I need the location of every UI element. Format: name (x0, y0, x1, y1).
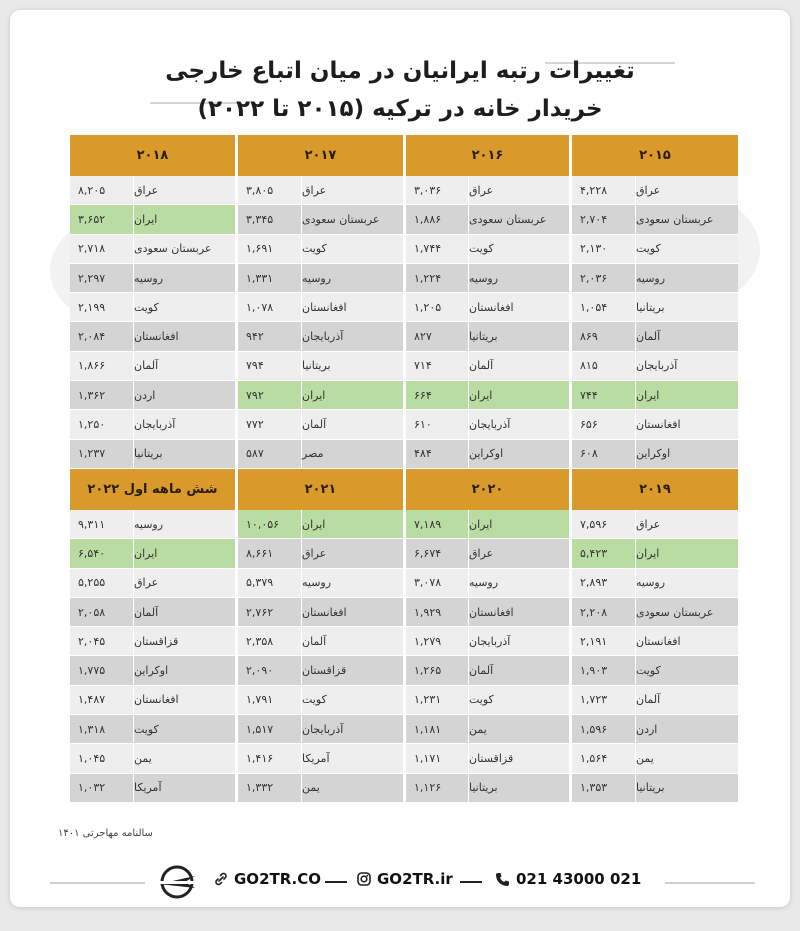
year-column (70, 176, 238, 469)
country-cell: آذربایجان (468, 410, 569, 438)
table-row (70, 176, 235, 205)
table-row (572, 569, 738, 598)
country-cell: عراق (133, 176, 235, 204)
country-cell: افغانستان (635, 627, 738, 655)
value-cell: ۷۷۲ (238, 410, 301, 438)
data-columns (70, 176, 738, 469)
table-row (406, 715, 569, 744)
table-row (572, 656, 738, 685)
value-cell: ۱,۲۲۴ (406, 264, 468, 292)
year-header: ۲۰۱۹ (572, 469, 738, 510)
value-cell: ۳,۰۷۸ (406, 569, 468, 597)
country-cell: عراق (468, 539, 569, 567)
country-cell: کویت (635, 235, 738, 263)
table-row (406, 539, 569, 568)
page-title (10, 52, 790, 128)
value-cell: ۱,۰۳۲ (70, 774, 133, 802)
country-cell: روسیه (468, 569, 569, 597)
table-row (70, 510, 235, 539)
table-row (572, 322, 738, 351)
table-row (406, 293, 569, 322)
value-cell: ۲,۷۱۸ (70, 235, 133, 263)
value-cell: ۷,۱۸۹ (406, 510, 468, 538)
table-row (70, 627, 235, 656)
phone-icon (495, 872, 510, 887)
table-row (70, 264, 235, 293)
source-note: سالنامه مهاجرتی ۱۴۰۱ (58, 828, 153, 839)
rankings-grid (70, 135, 738, 803)
country-cell: قزاقستان (301, 656, 403, 684)
country-cell: روسیه (133, 510, 235, 538)
year-block (70, 469, 738, 803)
country-cell: افغانستان (301, 598, 403, 626)
year-header: ۲۰۲۱ (238, 469, 406, 510)
country-cell: عربستان سعودی (301, 205, 403, 233)
table-row (238, 774, 403, 803)
country-cell: قزاقستان (133, 627, 235, 655)
value-cell: ۸۲۷ (406, 322, 468, 350)
table-row (238, 598, 403, 627)
country-cell: آلمان (468, 352, 569, 380)
country-cell: عربستان سعودی (133, 235, 235, 263)
country-cell: کویت (635, 656, 738, 684)
table-row (572, 627, 738, 656)
country-cell: روسیه (468, 264, 569, 292)
country-cell: روسیه (635, 569, 738, 597)
country-cell: بریتانیا (133, 440, 235, 468)
table-row (406, 656, 569, 685)
year-header: شش ماهه اول ۲۰۲۲ (70, 469, 238, 510)
value-cell: ۱,۲۰۵ (406, 293, 468, 321)
country-cell: آلمان (133, 352, 235, 380)
value-cell: ۹,۳۱۱ (70, 510, 133, 538)
country-cell: عربستان سعودی (635, 598, 738, 626)
link-icon (214, 872, 228, 886)
table-row (406, 510, 569, 539)
value-cell: ۷,۵۹۶ (572, 510, 635, 538)
instagram-link[interactable] (357, 870, 453, 888)
country-cell: آذربایجان (301, 715, 403, 743)
year-block (70, 135, 738, 469)
table-row (70, 715, 235, 744)
value-cell: ۱,۷۲۳ (572, 686, 635, 714)
table-row (70, 381, 235, 410)
table-row (572, 381, 738, 410)
value-cell: ۱,۹۲۹ (406, 598, 468, 626)
value-cell: ۸,۶۶۱ (238, 539, 301, 567)
table-row (70, 744, 235, 773)
country-cell: اردن (133, 381, 235, 409)
table-row (238, 715, 403, 744)
footer-separator (325, 881, 347, 883)
table-row (406, 381, 569, 410)
table-row (238, 205, 403, 234)
table-row (572, 510, 738, 539)
value-cell: ۸۶۹ (572, 322, 635, 350)
table-row (572, 686, 738, 715)
value-cell: ۲,۸۹۳ (572, 569, 635, 597)
value-cell: ۱,۲۷۹ (406, 627, 468, 655)
table-row (572, 774, 738, 803)
value-cell: ۱,۷۷۵ (70, 656, 133, 684)
value-cell: ۵,۳۷۹ (238, 569, 301, 597)
table-row (238, 744, 403, 773)
value-cell: ۵۸۷ (238, 440, 301, 468)
table-row (238, 381, 403, 410)
value-cell: ۱,۳۶۲ (70, 381, 133, 409)
year-header: ۲۰۱۸ (70, 135, 238, 176)
table-row (70, 440, 235, 469)
country-cell: ایران (468, 381, 569, 409)
country-cell: بریتانیا (301, 352, 403, 380)
table-row (238, 410, 403, 439)
footer-line-right (665, 882, 755, 884)
country-cell: یمن (635, 744, 738, 772)
table-row (406, 176, 569, 205)
country-cell: قزاقستان (468, 744, 569, 772)
value-cell: ۸۱۵ (572, 352, 635, 380)
country-cell: عربستان سعودی (468, 205, 569, 233)
value-cell: ۹۴۲ (238, 322, 301, 350)
value-cell: ۱,۳۳۱ (238, 264, 301, 292)
table-row (238, 352, 403, 381)
website-text: GO2TR.CO (234, 870, 322, 888)
country-cell: کویت (133, 293, 235, 321)
country-cell: روسیه (635, 264, 738, 292)
country-cell: عراق (133, 569, 235, 597)
table-row (406, 205, 569, 234)
table-row (238, 264, 403, 293)
footer-separator (460, 881, 482, 883)
table-row (572, 539, 738, 568)
value-cell: ۱,۰۴۵ (70, 744, 133, 772)
value-cell: ۱,۵۹۶ (572, 715, 635, 743)
value-cell: ۱,۵۱۷ (238, 715, 301, 743)
country-cell: آلمان (635, 686, 738, 714)
instagram-text: GO2TR.ir (377, 870, 453, 888)
table-row (70, 322, 235, 351)
airplane-logo-icon (155, 864, 199, 900)
year-header: ۲۰۱۵ (572, 135, 738, 176)
table-row (406, 569, 569, 598)
table-row (572, 598, 738, 627)
value-cell: ۸,۲۰۵ (70, 176, 133, 204)
table-row (70, 774, 235, 803)
table-row (238, 322, 403, 351)
value-cell: ۶,۶۷۴ (406, 539, 468, 567)
table-row (238, 656, 403, 685)
table-row (572, 235, 738, 264)
country-cell: یمن (133, 744, 235, 772)
year-column (406, 176, 572, 469)
year-header: ۲۰۱۷ (238, 135, 406, 176)
value-cell: ۴,۲۲۸ (572, 176, 635, 204)
country-cell: ایران (635, 539, 738, 567)
country-cell: عراق (635, 510, 738, 538)
country-cell: آلمان (468, 656, 569, 684)
value-cell: ۱,۸۶۶ (70, 352, 133, 380)
table-row (70, 569, 235, 598)
year-column (70, 510, 238, 803)
table-row (238, 510, 403, 539)
table-row (238, 539, 403, 568)
country-cell: بریتانیا (635, 293, 738, 321)
table-row (70, 205, 235, 234)
table-row (70, 686, 235, 715)
table-row (406, 598, 569, 627)
country-cell: آذربایجان (635, 352, 738, 380)
website-link[interactable] (214, 870, 321, 888)
year-column (238, 176, 406, 469)
value-cell: ۱,۲۳۱ (406, 686, 468, 714)
country-cell: ایران (468, 510, 569, 538)
table-row (406, 744, 569, 773)
year-header: ۲۰۲۰ (406, 469, 572, 510)
value-cell: ۴۸۴ (406, 440, 468, 468)
value-cell: ۲,۰۴۵ (70, 627, 133, 655)
country-cell: کویت (133, 715, 235, 743)
country-cell: افغانستان (468, 598, 569, 626)
infographic-card (10, 10, 790, 907)
country-cell: کویت (301, 235, 403, 263)
country-cell: عربستان سعودی (635, 205, 738, 233)
value-cell: ۱,۲۳۷ (70, 440, 133, 468)
year-column (406, 510, 572, 803)
country-cell: عراق (301, 176, 403, 204)
value-cell: ۶۵۶ (572, 410, 635, 438)
table-row (238, 569, 403, 598)
value-cell: ۷۴۴ (572, 381, 635, 409)
value-cell: ۱,۳۳۲ (238, 774, 301, 802)
country-cell: افغانستان (133, 686, 235, 714)
country-cell: اردن (635, 715, 738, 743)
data-columns (70, 510, 738, 803)
country-cell: بریتانیا (468, 774, 569, 802)
table-row (406, 410, 569, 439)
phone-text: 021 43000 021 (516, 870, 642, 888)
table-row (238, 686, 403, 715)
country-cell: روسیه (301, 264, 403, 292)
value-cell: ۱,۴۱۶ (238, 744, 301, 772)
table-row (238, 176, 403, 205)
value-cell: ۱,۸۸۶ (406, 205, 468, 233)
table-row (406, 264, 569, 293)
value-cell: ۲,۷۰۴ (572, 205, 635, 233)
value-cell: ۱,۲۵۰ (70, 410, 133, 438)
country-cell: آذربایجان (301, 322, 403, 350)
table-row (572, 176, 738, 205)
value-cell: ۲,۱۹۱ (572, 627, 635, 655)
value-cell: ۲,۱۳۰ (572, 235, 635, 263)
value-cell: ۶۶۴ (406, 381, 468, 409)
country-cell: روسیه (301, 569, 403, 597)
year-header: ۲۰۱۶ (406, 135, 572, 176)
country-cell: بریتانیا (635, 774, 738, 802)
country-cell: عراق (635, 176, 738, 204)
value-cell: ۱,۲۶۵ (406, 656, 468, 684)
table-row (572, 744, 738, 773)
value-cell: ۱,۰۵۴ (572, 293, 635, 321)
year-column (572, 176, 738, 469)
value-cell: ۵,۲۵۵ (70, 569, 133, 597)
country-cell: افغانستان (635, 410, 738, 438)
country-cell: کویت (468, 686, 569, 714)
country-cell: بریتانیا (468, 322, 569, 350)
table-row (70, 656, 235, 685)
value-cell: ۳,۰۳۶ (406, 176, 468, 204)
value-cell: ۱۰,۰۵۶ (238, 510, 301, 538)
country-cell: ایران (301, 381, 403, 409)
value-cell: ۱,۱۸۱ (406, 715, 468, 743)
country-cell: یمن (468, 715, 569, 743)
value-cell: ۱,۷۹۱ (238, 686, 301, 714)
table-row (238, 440, 403, 469)
value-cell: ۱,۰۷۸ (238, 293, 301, 321)
country-cell: افغانستان (133, 322, 235, 350)
value-cell: ۷۹۲ (238, 381, 301, 409)
table-row (406, 686, 569, 715)
value-cell: ۶۱۰ (406, 410, 468, 438)
instagram-icon (357, 872, 371, 886)
value-cell: ۱,۷۴۴ (406, 235, 468, 263)
table-row (406, 235, 569, 264)
country-cell: اوکراین (133, 656, 235, 684)
country-cell: عراق (301, 539, 403, 567)
year-column (238, 510, 406, 803)
value-cell: ۱,۳۱۸ (70, 715, 133, 743)
table-row (70, 410, 235, 439)
table-row (406, 322, 569, 351)
value-cell: ۲,۰۵۸ (70, 598, 133, 626)
value-cell: ۳,۶۵۲ (70, 205, 133, 233)
country-cell: اوکراین (468, 440, 569, 468)
value-cell: ۷۱۴ (406, 352, 468, 380)
value-cell: ۲,۰۹۰ (238, 656, 301, 684)
table-row (406, 774, 569, 803)
footer-line-left (50, 882, 145, 884)
table-row (70, 352, 235, 381)
header-row (70, 135, 738, 176)
value-cell: ۷۹۴ (238, 352, 301, 380)
value-cell: ۱,۶۹۱ (238, 235, 301, 263)
country-cell: مصر (301, 440, 403, 468)
country-cell: آلمان (301, 627, 403, 655)
table-row (572, 293, 738, 322)
table-row (572, 440, 738, 469)
country-cell: ایران (635, 381, 738, 409)
table-row (572, 205, 738, 234)
title-line-2: خریدار خانه در ترکیه (۲۰۱۵ تا ۲۰۲۲) (197, 96, 603, 122)
table-row (238, 627, 403, 656)
country-cell: آلمان (301, 410, 403, 438)
country-cell: آمریکا (133, 774, 235, 802)
country-cell: آذربایجان (133, 410, 235, 438)
year-column (572, 510, 738, 803)
table-row (70, 235, 235, 264)
country-cell: ایران (133, 539, 235, 567)
table-row (70, 539, 235, 568)
value-cell: ۲,۲۹۷ (70, 264, 133, 292)
phone-link[interactable] (495, 870, 641, 888)
value-cell: ۳,۳۴۵ (238, 205, 301, 233)
country-cell: اوکراین (635, 440, 738, 468)
title-line-1: تغییرات رتبه ایرانیان در میان اتباع خارجی (165, 58, 635, 84)
footer (10, 860, 790, 900)
table-row (406, 627, 569, 656)
country-cell: کویت (468, 235, 569, 263)
value-cell: ۶,۵۴۰ (70, 539, 133, 567)
value-cell: ۳,۸۰۵ (238, 176, 301, 204)
value-cell: ۱,۴۸۷ (70, 686, 133, 714)
value-cell: ۱,۹۰۳ (572, 656, 635, 684)
table-row (572, 264, 738, 293)
country-cell: افغانستان (301, 293, 403, 321)
table-row (238, 235, 403, 264)
value-cell: ۲,۱۹۹ (70, 293, 133, 321)
table-row (572, 715, 738, 744)
value-cell: ۱,۵۶۴ (572, 744, 635, 772)
country-cell: آمریکا (301, 744, 403, 772)
country-cell: آلمان (133, 598, 235, 626)
table-row (70, 598, 235, 627)
header-row (70, 469, 738, 510)
table-row (572, 410, 738, 439)
value-cell: ۱,۳۵۳ (572, 774, 635, 802)
country-cell: کویت (301, 686, 403, 714)
value-cell: ۵,۴۲۳ (572, 539, 635, 567)
country-cell: یمن (301, 774, 403, 802)
country-cell: افغانستان (468, 293, 569, 321)
country-cell: عراق (468, 176, 569, 204)
country-cell: آلمان (635, 322, 738, 350)
value-cell: ۲,۳۵۸ (238, 627, 301, 655)
table-row (70, 293, 235, 322)
table-row (572, 352, 738, 381)
country-cell: ایران (133, 205, 235, 233)
value-cell: ۶۰۸ (572, 440, 635, 468)
country-cell: آذربایجان (468, 627, 569, 655)
table-row (406, 440, 569, 469)
country-cell: روسیه (133, 264, 235, 292)
value-cell: ۲,۲۰۸ (572, 598, 635, 626)
table-row (238, 293, 403, 322)
value-cell: ۲,۰۸۴ (70, 322, 133, 350)
value-cell: ۲,۰۳۶ (572, 264, 635, 292)
country-cell: ایران (301, 510, 403, 538)
value-cell: ۱,۱۲۶ (406, 774, 468, 802)
value-cell: ۲,۷۶۲ (238, 598, 301, 626)
table-row (406, 352, 569, 381)
value-cell: ۱,۱۷۱ (406, 744, 468, 772)
